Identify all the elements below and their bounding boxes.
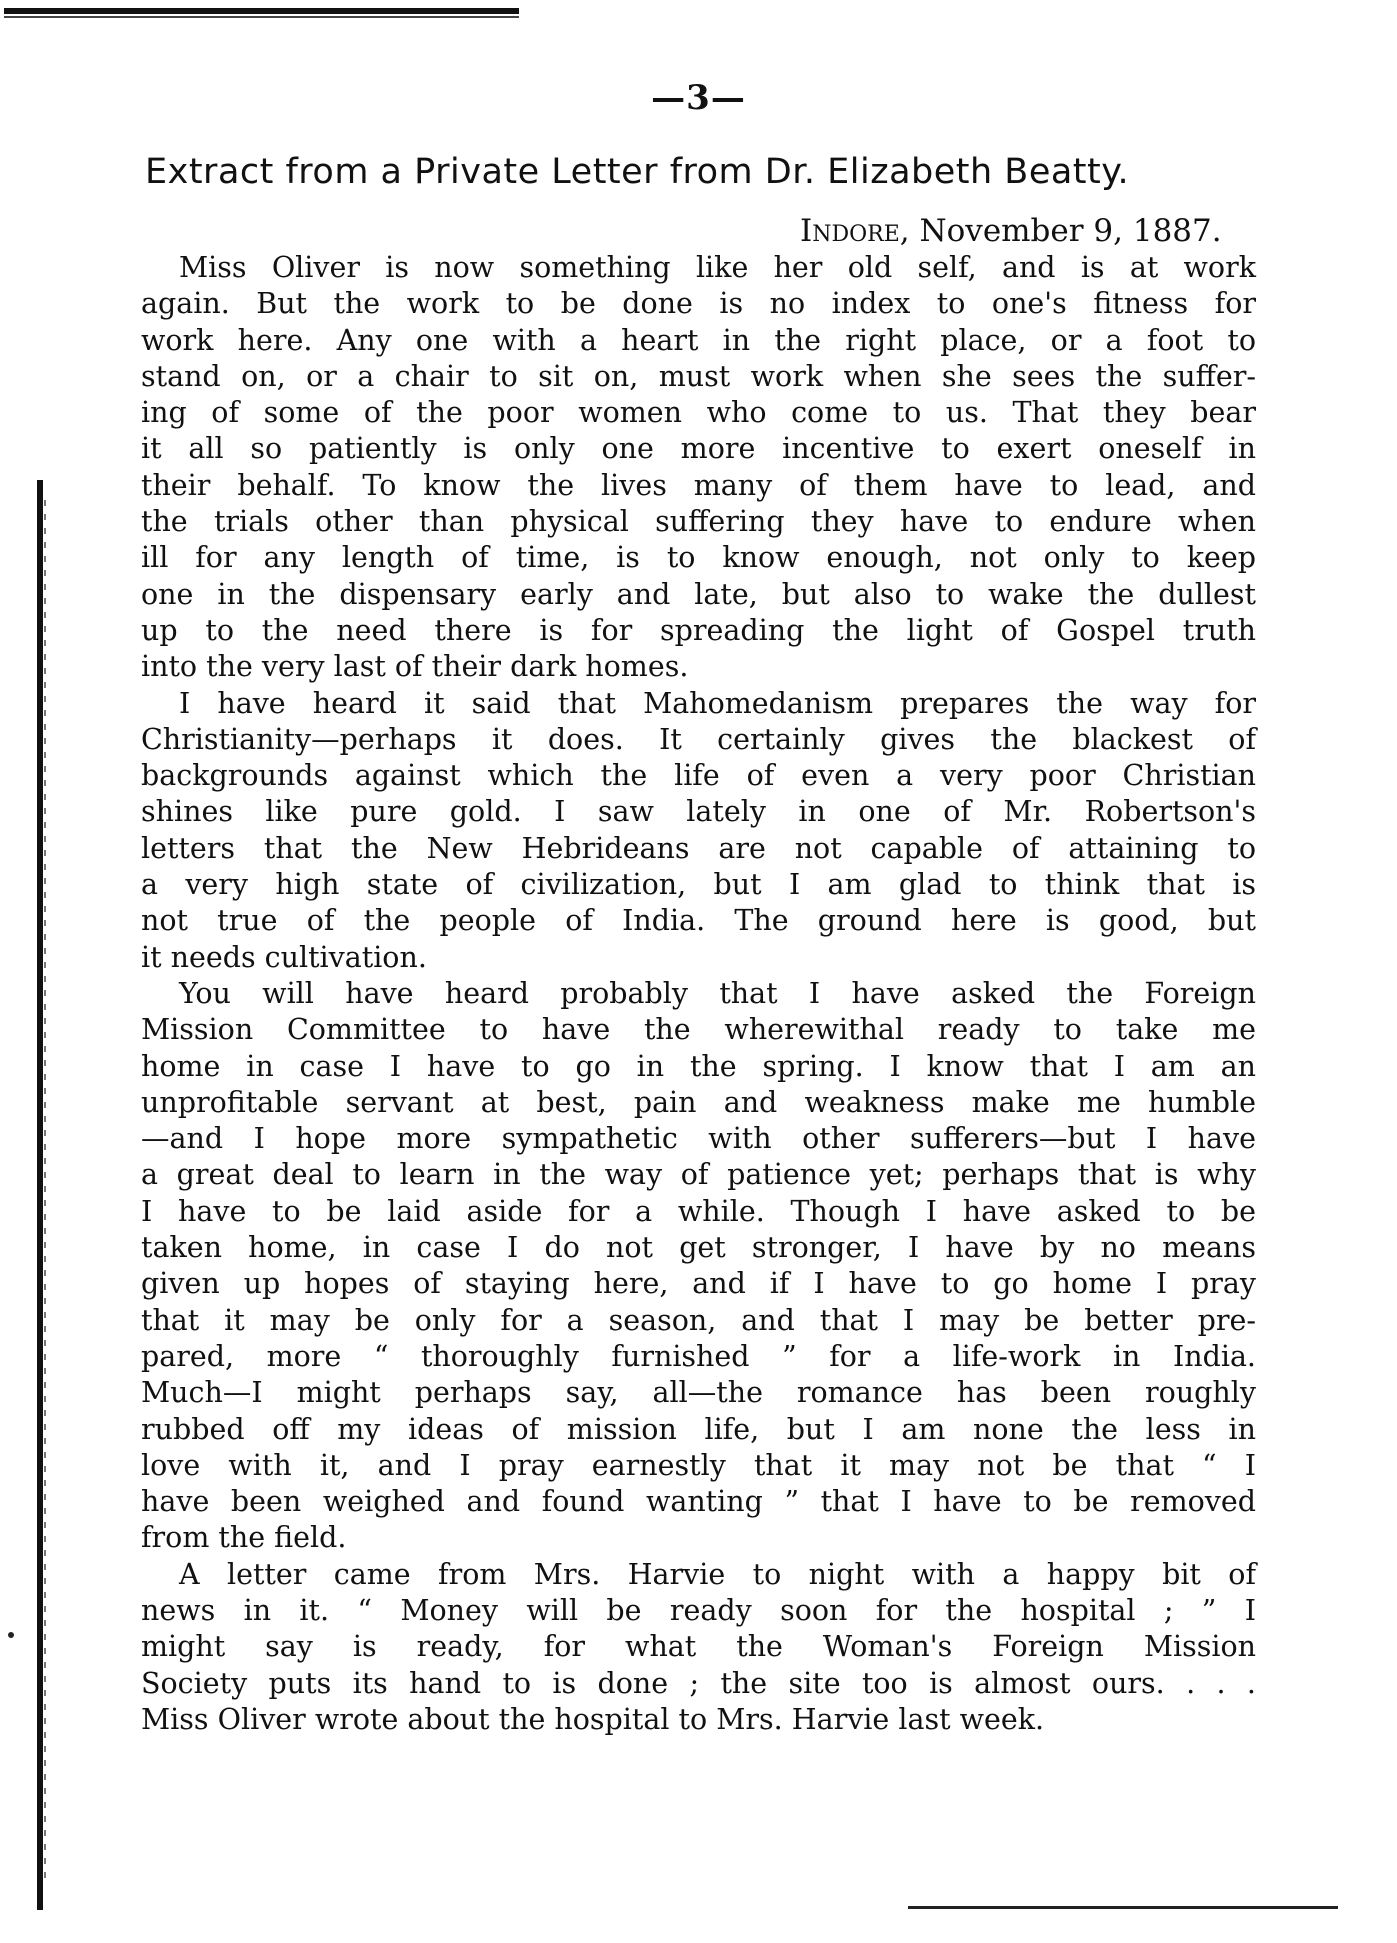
text-line: You will have heard probably that I have asked the Foreign — [179, 976, 1256, 1010]
text-line: Mission Committee to have the wherewithal ready to take me — [141, 1013, 1256, 1047]
text-line: home in case I have to go in the spring. I know that I am an — [141, 1049, 1256, 1083]
text-line: work here. Any one with a heart in the right place, or a foot to — [141, 323, 1256, 357]
top-rule-thin — [4, 16, 519, 18]
paragraph — [141, 976, 1256, 1557]
text-line: into the very last of their dark homes. — [141, 650, 689, 684]
text-line: again. But the work to be done is no index to one's fitness for — [141, 287, 1256, 321]
text-line: one in the dispensary early and late, but also to wake the dullest — [141, 577, 1256, 611]
text-line: up to the need there is for spreading the light of Gospel truth — [141, 613, 1256, 647]
text-line: pared, more “ thoroughly furnished ” for a life-work in India. — [141, 1339, 1256, 1373]
bottom-rule — [908, 1906, 1338, 1909]
binding-edge-speckle — [44, 500, 46, 1880]
text-line: might say is ready, for what the Woman's Foreign Mission — [141, 1630, 1256, 1664]
text-line: not true of the people of India. The ground here is good, but — [141, 904, 1256, 938]
text-line: their behalf. To know the lives many of them have to lead, and — [141, 468, 1256, 502]
text-line: —and I hope more sympathetic with other sufferers—but I have — [141, 1122, 1256, 1156]
text-line: A letter came from Mrs. Harvie to night with a happy bit of — [179, 1557, 1256, 1591]
text-line: it all so patiently is only one more incentive to exert oneself in — [141, 432, 1256, 466]
text-line: I have to be laid aside for a while. Though I have asked to be — [141, 1194, 1256, 1228]
text-line: backgrounds against which the life of even a very poor Christian — [141, 759, 1256, 793]
text-line: from the field. — [141, 1521, 347, 1555]
text-line: Much—I might perhaps say, all—the romance has been roughly — [141, 1376, 1256, 1410]
paragraph — [141, 686, 1256, 976]
text-line: shines like pure gold. I saw lately in one of Mr. Robertson's — [141, 795, 1256, 829]
text-line: a great deal to learn in the way of patience yet; perhaps that is why — [141, 1158, 1256, 1192]
dateline — [800, 213, 1222, 249]
text-line: I have heard it said that Mahomedanism prepares the way for — [179, 686, 1256, 720]
text-line: news in it. “ Money will be ready soon for the hospital ; ” I — [141, 1593, 1256, 1627]
text-line: stand on, or a chair to sit on, must work when she sees the suffer- — [141, 359, 1256, 393]
text-line: Miss Oliver wrote about the hospital to Mrs. Harvie last week. — [141, 1702, 1045, 1736]
text-line: Christianity—perhaps it does. It certainly gives the blackest of — [141, 722, 1256, 756]
text-line: taken home, in case I do not get stronger, I have by no means — [141, 1231, 1256, 1265]
text-line: rubbed off my ideas of mission life, but I am none the less in — [141, 1412, 1256, 1446]
letter-body — [141, 250, 1256, 1738]
text-line: Miss Oliver is now something like her old self, and is at work — [179, 251, 1256, 284]
page-number: —3— — [651, 78, 746, 118]
text-line: unprofitable servant at best, pain and weakness make me humble — [141, 1085, 1256, 1119]
text-line: letters that the New Hebrideans are not capable of attaining to — [141, 831, 1256, 865]
binding-edge-bar — [37, 480, 43, 1910]
text-line: ill for any length of time, is to know enough, not only to keep — [141, 541, 1256, 575]
text-line: given up hopes of staying here, and if I have to go home I pray — [141, 1267, 1256, 1301]
paragraph — [141, 1557, 1256, 1738]
text-line: a very high state of civilization, but I am glad to think that is — [141, 868, 1256, 902]
text-line: the trials other than physical suffering they have to endure when — [141, 505, 1256, 539]
top-rule — [4, 8, 519, 14]
dateline-place: Indore, — [800, 213, 910, 249]
text-line: have been weighed and found wanting ” that I have to be removed — [141, 1485, 1256, 1519]
letter-title: Extract from a Private Letter from Dr. Elizabeth Beatty. — [145, 152, 1130, 192]
scan-dot — [8, 1632, 14, 1638]
dateline-date: November 9, 1887. — [919, 213, 1222, 249]
text-line: it needs cultivation. — [141, 940, 427, 974]
text-line: ing of some of the poor women who come to us. That they bear — [141, 396, 1256, 430]
text-line: Society puts its hand to is done ; the site too is almost ours. . . . — [141, 1666, 1256, 1700]
text-line: love with it, and I pray earnestly that it may not be that “ I — [141, 1448, 1256, 1482]
paragraph — [141, 250, 1256, 686]
text-line: that it may be only for a season, and that I may be better pre- — [141, 1303, 1256, 1337]
